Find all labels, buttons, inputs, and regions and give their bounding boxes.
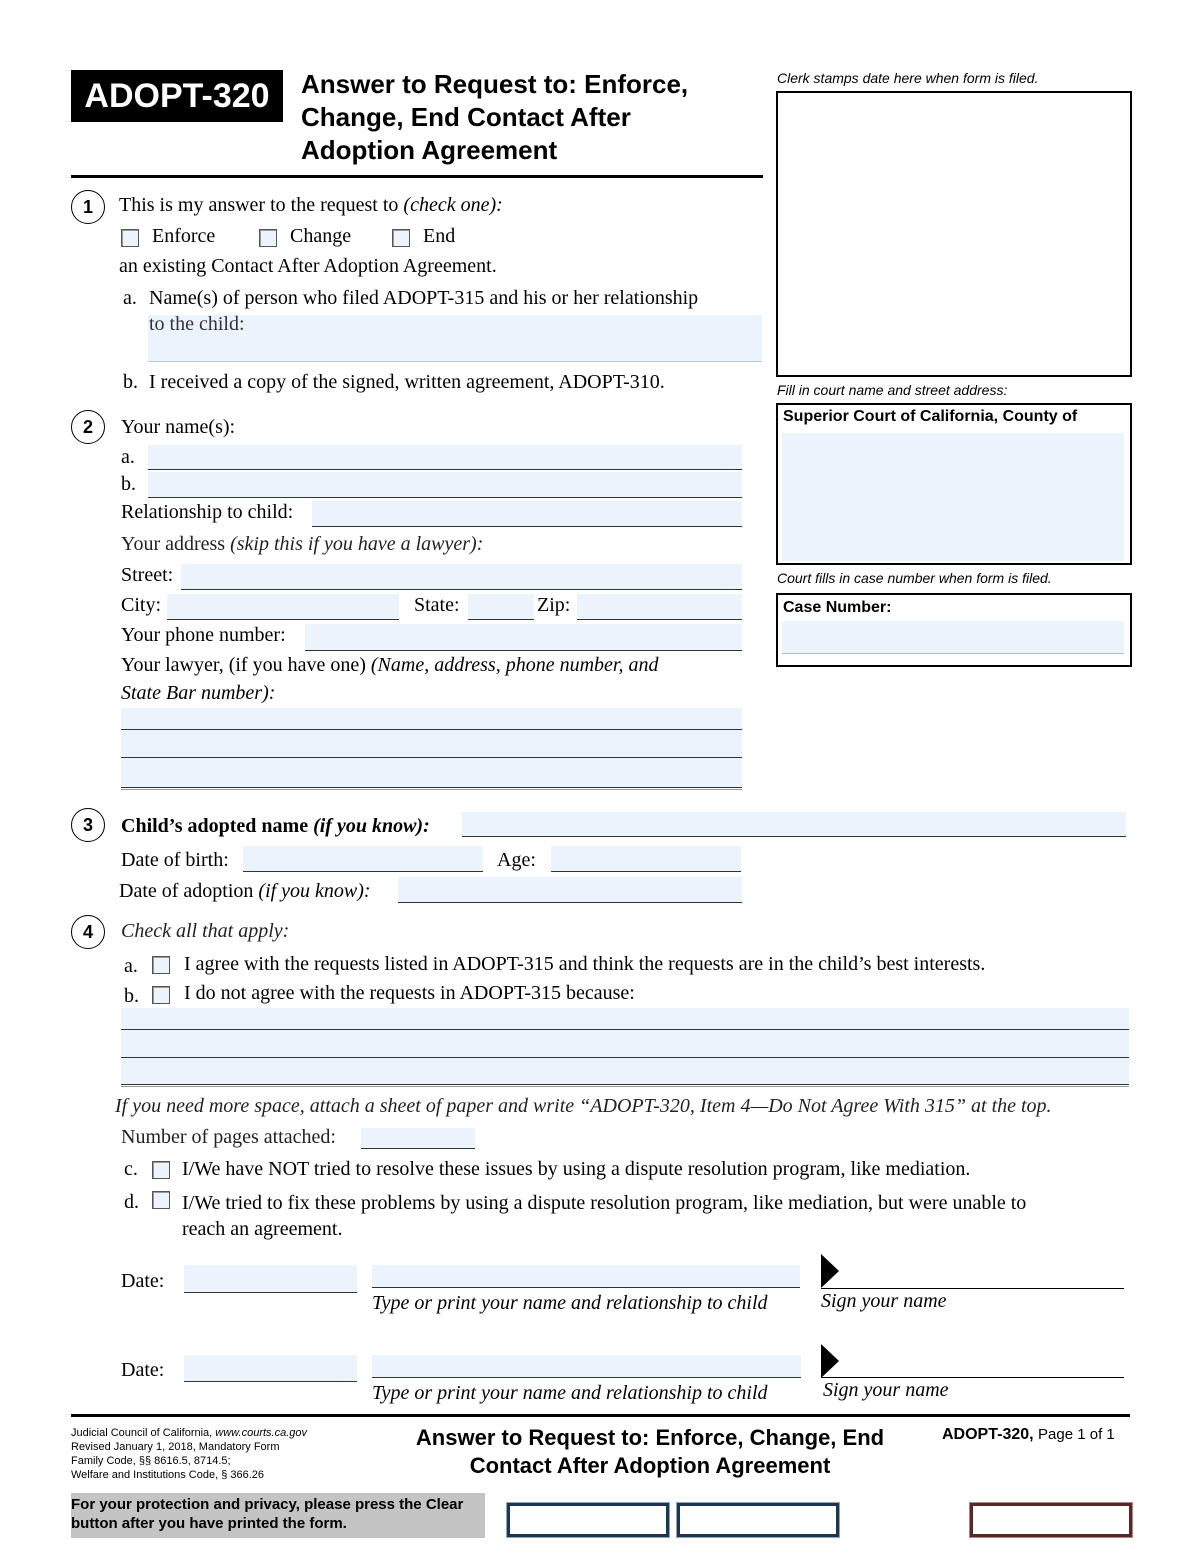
footer-family-code: Family Code, §§ 8616.5, 8714.5; [71, 1455, 231, 1467]
signature-line-2 [821, 1377, 1124, 1378]
change-label: Change [290, 225, 352, 247]
printed-name-field-1[interactable] [372, 1265, 800, 1288]
disagree-checkbox[interactable] [152, 986, 170, 1004]
relationship-field[interactable] [312, 501, 742, 527]
footer-council-line [71, 1426, 307, 1440]
item-1-intro-italic: (check one): [403, 194, 503, 216]
disagree-reason-line-2[interactable] [121, 1030, 1129, 1058]
print-button[interactable] [507, 1503, 669, 1537]
city-label: City: [121, 594, 162, 616]
disagree-reason-line-1[interactable] [121, 1008, 1129, 1030]
lawyer-italic-2: State Bar number): [121, 682, 276, 704]
clerk-stamp-label: Clerk stamps date here when form is filed. [777, 70, 1039, 86]
child-name-field[interactable] [462, 812, 1126, 837]
adoption-date-text: Date of adoption [119, 880, 254, 902]
case-number-label: Case Number: [783, 599, 892, 616]
item-4d-label: d. [124, 1191, 139, 1213]
item-4a-text: I agree with the requests listed in ADOPT-315 and think the requests are in the child’s best interests. [184, 953, 986, 975]
privacy-notice [71, 1493, 485, 1538]
state-field[interactable] [468, 594, 534, 620]
item-1b-label: b. [123, 371, 138, 393]
address-label [121, 533, 483, 556]
signature-line-1 [821, 1288, 1124, 1289]
case-number-field[interactable] [782, 621, 1124, 654]
form-title [301, 68, 688, 167]
title-line1: Answer to Request to: Enforce, [301, 69, 689, 99]
city-field[interactable] [167, 594, 399, 620]
street-field[interactable] [181, 564, 742, 590]
item-4c-label: c. [124, 1158, 138, 1180]
dob-field[interactable] [243, 846, 483, 872]
pages-attached-label: Number of pages attached: [121, 1126, 336, 1148]
item-3-number: 3 [71, 808, 105, 842]
footer-council-url: www.courts.ca.gov [215, 1427, 307, 1439]
footer-council: Judicial Council of California, [71, 1427, 213, 1439]
more-space-note: If you need more space, attach a sheet of paper and write “ADOPT-320, Item 4—Do Not Agree With 315” at the top. [115, 1095, 1052, 1117]
sign-arrow-icon-2 [821, 1344, 839, 1378]
date-label-2: Date: [121, 1359, 165, 1381]
header-rule [71, 175, 763, 178]
item-4a-label: a. [124, 955, 138, 977]
address-italic: (skip this if you have a lawyer): [230, 533, 484, 555]
title-line3: Adoption Agreement [301, 135, 558, 165]
age-label: Age: [497, 849, 536, 871]
age-field[interactable] [551, 846, 741, 872]
item-1a-label: a. [123, 287, 137, 309]
item-4-number: 4 [71, 915, 105, 949]
item-4-intro: Check all that apply: [121, 920, 290, 942]
footer-page-number: Page 1 of 1 [1038, 1426, 1115, 1443]
item-4d-text [182, 1190, 1026, 1242]
tried-mediation-checkbox[interactable] [152, 1191, 170, 1209]
name-b-label: b. [121, 473, 136, 495]
phone-field[interactable] [305, 624, 742, 651]
case-number-box [776, 593, 1132, 667]
disagree-reason-bottom-rule [121, 1086, 1129, 1087]
your-names-label: Your name(s): [121, 416, 236, 438]
item-4d-text-line2: reach an agreement. [182, 1218, 343, 1240]
item-4b-label: b. [124, 985, 139, 1007]
item-4c-text: I/We have NOT tried to resolve these issues by using a dispute resolution program, like mediation. [182, 1158, 971, 1180]
date-label-1: Date: [121, 1270, 165, 1292]
footer-form-code: ADOPT-320, [942, 1426, 1034, 1443]
enforce-label: Enforce [152, 225, 216, 247]
lawyer-field-line-2[interactable] [121, 730, 742, 758]
disagree-reason-line-3[interactable] [121, 1058, 1129, 1085]
not-tried-mediation-checkbox[interactable] [152, 1161, 170, 1179]
dob-label: Date of birth: [121, 849, 229, 871]
name-a-field[interactable] [148, 445, 742, 470]
street-label: Street: [121, 564, 174, 586]
item-1a-text: Name(s) of person who filed ADOPT-315 and his or her relationship [149, 287, 699, 309]
footer-welfare-code: Welfare and Institutions Code, § 366.26 [71, 1469, 265, 1481]
adoption-date-italic: (if you know): [258, 880, 371, 902]
lawyer-field-bottom-rule [121, 789, 742, 790]
sign-caption-1: Sign your name [821, 1290, 947, 1312]
form-code-badge: ADOPT-320 [71, 70, 283, 122]
child-name-italic: (if you know): [313, 815, 430, 837]
printed-name-caption-2: Type or print your name and relationship to child [372, 1382, 768, 1404]
court-name-prefix: Superior Court of California, County of [783, 408, 1078, 425]
privacy-line1: For your protection and privacy, please press the Clear [71, 1496, 464, 1513]
pages-attached-field[interactable] [361, 1128, 475, 1149]
court-name-box [776, 403, 1132, 565]
privacy-line2: button after you have printed the form. [71, 1515, 347, 1532]
phone-label: Your phone number: [121, 624, 286, 646]
enforce-checkbox[interactable] [121, 229, 139, 247]
zip-field[interactable] [577, 594, 742, 620]
lawyer-field-line-3[interactable] [121, 758, 742, 788]
printed-name-field-2[interactable] [372, 1355, 801, 1378]
item-1a-text-2: to the child: [149, 313, 245, 335]
item-4d-text-line1: I/We tried to fix these problems by using a dispute resolution program, like mediation, but were unable to [182, 1192, 1027, 1214]
clear-button[interactable] [970, 1503, 1132, 1537]
agree-checkbox[interactable] [152, 956, 170, 974]
relationship-label: Relationship to child: [121, 501, 294, 523]
child-name-label [121, 815, 430, 838]
save-button[interactable] [677, 1503, 839, 1537]
state-label: State: [414, 594, 460, 616]
item-4b-text: I do not agree with the requests in ADOPT-315 because: [184, 982, 635, 1004]
name-a-label: a. [121, 446, 135, 468]
date-field-1[interactable] [184, 1265, 357, 1293]
name-b-field[interactable] [148, 472, 742, 498]
footer-title [390, 1424, 910, 1480]
clerk-stamp-box [776, 91, 1132, 377]
footer-page [942, 1426, 1115, 1444]
footer-citations [71, 1426, 307, 1482]
item-1-after: an existing Contact After Adoption Agreement. [119, 255, 497, 277]
item-1-intro-text: This is my answer to the request to [119, 194, 399, 216]
footer-title-line1: Answer to Request to: Enforce, Change, End [415, 1425, 885, 1450]
lawyer-text: Your lawyer, (if you have one) [121, 654, 366, 676]
footer-revised: Revised January 1, 2018, Mandatory Form [71, 1441, 280, 1453]
adoption-date-label [119, 880, 371, 903]
court-name-label: Fill in court name and street address: [777, 382, 1008, 398]
sign-caption-2: Sign your name [823, 1379, 949, 1401]
case-number-hint: Court fills in case number when form is filed. [777, 570, 1052, 586]
lawyer-italic: (Name, address, phone number, and [370, 654, 659, 676]
item-2-number: 2 [71, 410, 105, 444]
zip-label: Zip: [537, 594, 571, 616]
address-text: Your address [121, 533, 226, 555]
court-name-field[interactable] [782, 433, 1124, 561]
footer-title-line2: Contact After Adoption Agreement [469, 1453, 831, 1478]
lawyer-label [121, 651, 658, 707]
item-1b-text: I received a copy of the signed, written agreement, ADOPT-310. [149, 371, 665, 393]
title-line2: Change, End Contact After [301, 102, 631, 132]
item-1-number: 1 [71, 190, 105, 224]
end-checkbox[interactable] [392, 229, 410, 247]
sign-arrow-icon-1 [821, 1254, 839, 1288]
footer-rule [71, 1414, 1130, 1417]
lawyer-field-line-1[interactable] [121, 708, 742, 730]
printed-name-caption-1: Type or print your name and relationship to child [372, 1292, 768, 1314]
change-checkbox[interactable] [259, 229, 277, 247]
adoption-date-field[interactable] [398, 877, 742, 903]
date-field-2[interactable] [184, 1355, 357, 1382]
item-1-intro [119, 194, 503, 217]
child-name-text: Child’s adopted name [121, 815, 309, 837]
end-label: End [423, 225, 456, 247]
